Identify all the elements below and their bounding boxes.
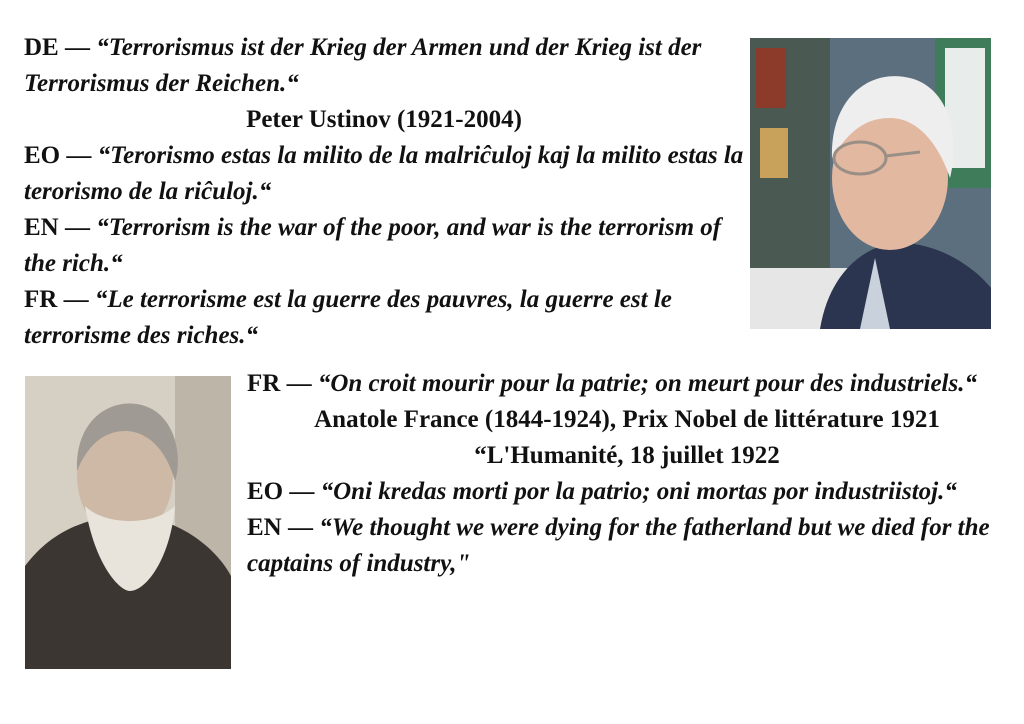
lang-label-eo-2: EO —: [247, 478, 315, 505]
quote-text-en: “Terrorism is the war of the poor, and war is the terrorism of the rich.“: [24, 214, 722, 277]
quote-text-fr: “Le terrorisme est la guerre des pauvres, la guerre est le terrorisme des riches.“: [24, 286, 672, 349]
quote-eo: [24, 138, 744, 210]
author-france: Anatole France (1844-1924), Prix Nobel de littérature 1921: [314, 406, 940, 433]
anatole-france-quote-block: [247, 366, 1007, 582]
quote-text-de: “Terrorismus ist der Krieg der Armen und der Krieg ist der Terrorismus der Reichen.“: [24, 34, 702, 97]
quote-text-en-2: “We thought we were dying for the fatherland but we died for the captains of industry,": [247, 514, 990, 577]
lang-label-en-2: EN —: [247, 514, 313, 541]
lang-label-fr: FR —: [24, 286, 89, 313]
quote-text-eo-2: “Oni kredas morti por la patrio; oni mortas por industriistoj.“: [320, 478, 957, 505]
quote-eo-2: [247, 474, 1007, 510]
lang-label-de: DE —: [24, 34, 90, 61]
quote-de: [24, 30, 744, 102]
quote-text-fr-2: “On croit mourir pour la patrie; on meurt pour des industriels.“: [317, 370, 977, 397]
quote-fr-2: [247, 366, 1007, 402]
anatole-france-portrait: [25, 376, 231, 669]
lang-label-en: EN —: [24, 214, 90, 241]
quote-en-2: [247, 510, 1007, 582]
quote-en: [24, 210, 744, 282]
lang-label-fr-2: FR —: [247, 370, 312, 397]
quote-text-eo: “Terorismo estas la milito de la malriĉuloj kaj la milito estas la terorismo de la riĉuloj.“: [24, 142, 744, 205]
lang-label-eo: EO —: [24, 142, 92, 169]
author-ustinov: Peter Ustinov (1921-2004): [246, 106, 522, 133]
quote-fr: [24, 282, 744, 354]
ustinov-quote-block: [24, 30, 744, 354]
ustinov-portrait: [750, 38, 991, 329]
source-humanite: “L'Humanité, 18 juillet 1922: [474, 442, 780, 469]
